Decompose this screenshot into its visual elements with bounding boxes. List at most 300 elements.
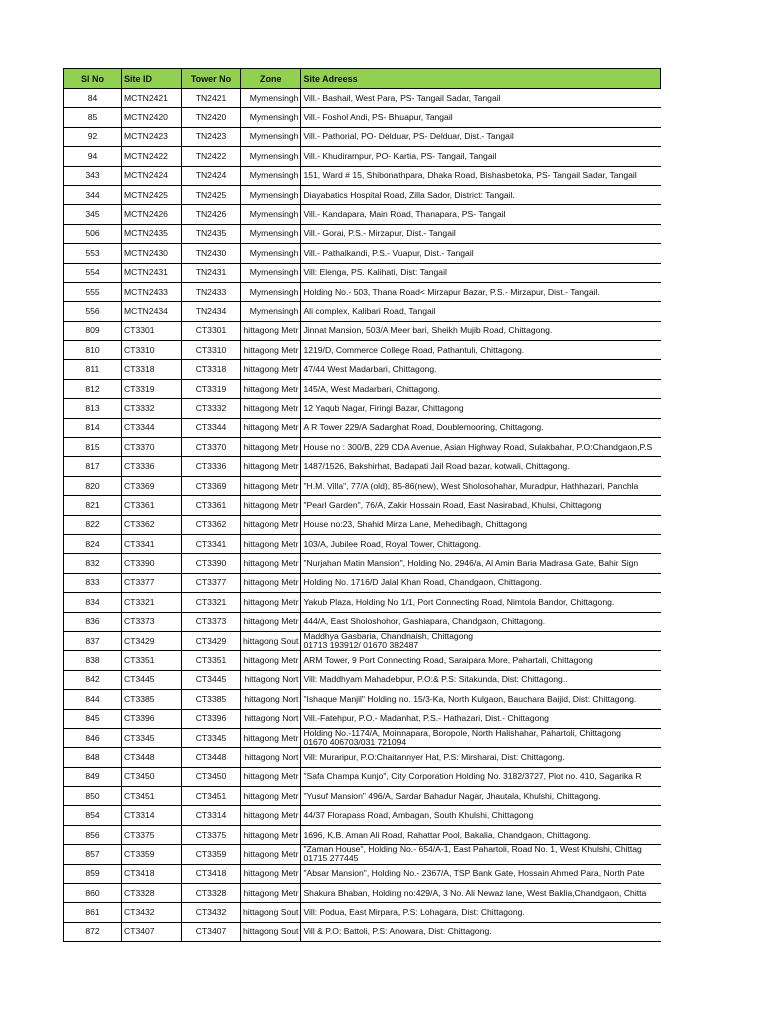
cell-site-address[interactable] <box>301 767 661 786</box>
cell-sl-no[interactable]: 809 <box>64 321 122 340</box>
table-row <box>64 438 661 457</box>
cell-site-id[interactable]: CT3429 <box>122 631 182 650</box>
table-row <box>64 845 661 864</box>
table-row <box>64 108 661 127</box>
cell-site-address[interactable] <box>301 554 661 573</box>
cell-sl-no[interactable]: 834 <box>64 593 122 612</box>
cell-site-id[interactable]: CT3321 <box>122 593 182 612</box>
cell-site-id[interactable]: CT3314 <box>122 806 182 825</box>
cell-tower-no[interactable]: CT3373 <box>182 612 241 631</box>
cell-tower-no[interactable]: TN2425 <box>182 185 241 204</box>
cell-zone[interactable] <box>241 845 301 864</box>
address-line: "Yusuf Mansion" 496/A, Sardar Bahadur Nagar, Jhautala, Khulshi, Chittagong. <box>303 790 601 801</box>
cell-site-address[interactable] <box>301 631 661 650</box>
cell-sl-no[interactable]: 84 <box>64 89 122 108</box>
cell-site-address[interactable] <box>301 263 661 282</box>
cell-zone-text: hittagong Metr <box>243 480 299 491</box>
cell-site-address[interactable] <box>301 127 661 146</box>
cell-sl-no[interactable]: 556 <box>64 302 122 321</box>
address-line: Vill.- Bashail, West Para, PS- Tangail Sadar, Tangail <box>303 92 501 103</box>
cell-tower-no[interactable]: CT3385 <box>182 690 241 709</box>
cell-sl-no[interactable]: 506 <box>64 224 122 243</box>
cell-tower-no[interactable]: TN2424 <box>182 166 241 185</box>
cell-zone-text: hittagong Metr <box>243 810 299 821</box>
cell-tower-no[interactable]: CT3429 <box>182 631 241 650</box>
cell-zone[interactable] <box>241 244 301 263</box>
table-row <box>64 534 661 553</box>
cell-sl-no[interactable]: 821 <box>64 496 122 515</box>
cell-tower-no[interactable]: TN2434 <box>182 302 241 321</box>
cell-tower-no[interactable]: CT3407 <box>182 922 241 941</box>
table-row <box>64 341 661 360</box>
cell-sl-no[interactable]: 846 <box>64 728 122 747</box>
cell-tower-no[interactable]: CT3328 <box>182 884 241 903</box>
cell-sl-no[interactable]: 849 <box>64 767 122 786</box>
cell-site-address[interactable] <box>301 864 661 883</box>
cell-site-address[interactable] <box>301 787 661 806</box>
cell-site-address[interactable] <box>301 845 661 864</box>
address-line: Vill.- Foshol Andi, PS- Bhuapur, Tangail <box>303 112 453 123</box>
cell-site-address[interactable] <box>301 244 661 263</box>
address-line: "Ishaque Manjil" Holding no. 15/3-Ka, North Kulgaon, Bauchara Baijid, Dist: Chittagong. <box>303 693 637 704</box>
cell-zone[interactable] <box>241 302 301 321</box>
cell-site-id[interactable]: CT3377 <box>122 573 182 592</box>
cell-tower-no[interactable]: TN2426 <box>182 205 241 224</box>
cell-zone[interactable] <box>241 670 301 689</box>
table-row <box>64 244 661 263</box>
cell-site-id[interactable]: CT3375 <box>122 825 182 844</box>
address-line: Vill & P.O: Battoli, P.S: Anowara, Dist: Chittagong. <box>303 926 492 937</box>
cell-site-address[interactable] <box>301 224 661 243</box>
cell-site-address[interactable] <box>301 302 661 321</box>
cell-site-address[interactable] <box>301 515 661 534</box>
cell-site-address[interactable] <box>301 709 661 728</box>
table-row <box>64 612 661 631</box>
table-row <box>64 147 661 166</box>
cell-sl-no[interactable]: 814 <box>64 418 122 437</box>
cell-tower-no[interactable]: CT3361 <box>182 496 241 515</box>
cell-site-address[interactable] <box>301 903 661 922</box>
cell-sl-no[interactable]: 85 <box>64 108 122 127</box>
table-row <box>64 496 661 515</box>
cell-tower-no[interactable]: TN2430 <box>182 244 241 263</box>
cell-zone[interactable] <box>241 89 301 108</box>
table-row <box>64 864 661 883</box>
cell-zone[interactable] <box>241 825 301 844</box>
cell-site-address[interactable] <box>301 825 661 844</box>
cell-tower-no[interactable]: CT3319 <box>182 379 241 398</box>
cell-site-id[interactable]: MCTN2421 <box>122 89 182 108</box>
cell-tower-no[interactable]: CT3445 <box>182 670 241 689</box>
cell-sl-no[interactable]: 845 <box>64 709 122 728</box>
cell-site-id[interactable]: CT3448 <box>122 748 182 767</box>
cell-zone[interactable] <box>241 147 301 166</box>
header-site-id[interactable]: Site ID <box>122 69 182 89</box>
cell-zone[interactable] <box>241 496 301 515</box>
table-row <box>64 89 661 108</box>
cell-sl-no[interactable]: 555 <box>64 282 122 301</box>
cell-tower-no[interactable]: TN2420 <box>182 108 241 127</box>
address-line: 1487/1526, Bakshirhat, Badapati Jail Road bazar, kotwali, Chittagong. <box>303 461 570 472</box>
cell-zone[interactable] <box>241 418 301 437</box>
cell-zone[interactable] <box>241 534 301 553</box>
cell-sl-no[interactable]: 848 <box>64 748 122 767</box>
cell-sl-no[interactable]: 872 <box>64 922 122 941</box>
cell-sl-no[interactable]: 850 <box>64 787 122 806</box>
cell-site-address[interactable] <box>301 418 661 437</box>
cell-site-id[interactable]: CT3351 <box>122 651 182 670</box>
cell-tower-no[interactable]: CT3318 <box>182 360 241 379</box>
address-line: House no : 300/B, 229 CDA Avenue, Asian Highway Road, Sulakbahar, P.O:Chandgaon,P.S <box>303 441 653 452</box>
cell-sl-no[interactable]: 824 <box>64 534 122 553</box>
address-line: 444/A, East Sholoshohor, Gashiapara, Chandgaon, Chittagong. <box>303 616 546 627</box>
cell-tower-no[interactable]: CT3432 <box>182 903 241 922</box>
cell-zone-text: hittagong Metr <box>243 655 299 666</box>
cell-zone[interactable] <box>241 612 301 631</box>
table-row <box>64 593 661 612</box>
header-tower-no[interactable]: Tower No <box>182 69 241 89</box>
cell-site-address[interactable] <box>301 166 661 185</box>
cell-tower-no[interactable]: CT3321 <box>182 593 241 612</box>
address-line: Vill: Elenga, PS. Kalihati, Dist: Tangail <box>303 267 447 278</box>
cell-sl-no[interactable]: 859 <box>64 864 122 883</box>
cell-site-id[interactable]: CT3336 <box>122 457 182 476</box>
cell-tower-no[interactable]: CT3345 <box>182 728 241 747</box>
table-row <box>64 282 661 301</box>
cell-site-id[interactable]: CT3445 <box>122 670 182 689</box>
address-phone-line: 01670 406703/031 721094 <box>303 737 407 748</box>
address-line: Yakub Plaza, Holding No 1/1, Port Connecting Road, Nimtola Bandor, Chittagong. <box>303 596 615 607</box>
cell-site-id[interactable]: MCTN2423 <box>122 127 182 146</box>
cell-site-address[interactable] <box>301 573 661 592</box>
cell-sl-no[interactable]: 345 <box>64 205 122 224</box>
cell-site-address[interactable] <box>301 670 661 689</box>
cell-sl-no[interactable]: 553 <box>64 244 122 263</box>
cell-zone[interactable] <box>241 438 301 457</box>
cell-tower-no[interactable]: CT3375 <box>182 825 241 844</box>
cell-zone[interactable] <box>241 573 301 592</box>
cell-site-address[interactable] <box>301 282 661 301</box>
cell-tower-no[interactable]: CT3377 <box>182 573 241 592</box>
cell-site-address[interactable] <box>301 399 661 418</box>
cell-site-id[interactable]: CT3432 <box>122 903 182 922</box>
cell-tower-no[interactable]: CT3450 <box>182 767 241 786</box>
cell-sl-no[interactable]: 812 <box>64 379 122 398</box>
cell-site-address[interactable] <box>301 806 661 825</box>
cell-zone[interactable] <box>241 728 301 747</box>
cell-site-address[interactable] <box>301 612 661 631</box>
cell-tower-no[interactable]: TN2433 <box>182 282 241 301</box>
cell-site-id[interactable]: MCTN2430 <box>122 244 182 263</box>
cell-zone[interactable] <box>241 922 301 941</box>
cell-site-id[interactable]: CT3328 <box>122 884 182 903</box>
cell-site-address[interactable] <box>301 147 661 166</box>
address-phone-line: 01715 277445 <box>303 853 359 864</box>
cell-site-address[interactable] <box>301 593 661 612</box>
cell-zone[interactable] <box>241 903 301 922</box>
cell-tower-no[interactable]: CT3370 <box>182 438 241 457</box>
cell-site-id[interactable]: CT3385 <box>122 690 182 709</box>
cell-zone[interactable] <box>241 379 301 398</box>
address-line: Vill.- Khudirampur, PO- Kartia, PS- Tangail, Tangail <box>303 150 497 161</box>
address-line: 145/A, West Madarbari, Chittagong. <box>303 383 440 394</box>
cell-zone-text: hittagong Metr <box>243 402 299 413</box>
header-sl-no[interactable]: Sl No <box>64 69 122 89</box>
cell-site-id[interactable]: CT3310 <box>122 341 182 360</box>
cell-zone[interactable] <box>241 884 301 903</box>
cell-sl-no[interactable]: 837 <box>64 631 122 650</box>
address-line: Vill: Podua, East Mirpara, P.S: Lohagara, Dist: Chittagong. <box>303 907 525 918</box>
cell-tower-no[interactable]: CT3362 <box>182 515 241 534</box>
cell-tower-no[interactable]: CT3301 <box>182 321 241 340</box>
table-row <box>64 922 661 941</box>
cell-site-address[interactable] <box>301 884 661 903</box>
cell-tower-no[interactable]: CT3451 <box>182 787 241 806</box>
cell-zone[interactable] <box>241 631 301 650</box>
cell-sl-no[interactable]: 861 <box>64 903 122 922</box>
table-row <box>64 476 661 495</box>
cell-site-id[interactable]: CT3319 <box>122 379 182 398</box>
cell-zone-text: Mymensingh <box>249 189 299 200</box>
table-row <box>64 670 661 689</box>
cell-site-id[interactable]: CT3396 <box>122 709 182 728</box>
cell-sl-no[interactable]: 822 <box>64 515 122 534</box>
cell-site-id[interactable]: CT3301 <box>122 321 182 340</box>
cell-tower-no[interactable]: TN2421 <box>182 89 241 108</box>
cell-zone[interactable] <box>241 748 301 767</box>
cell-tower-no[interactable]: CT3336 <box>182 457 241 476</box>
cell-sl-no[interactable]: 832 <box>64 554 122 573</box>
address-line: Holding No.-1174/A, Moinnapara, Boropole, North Halishahar, Pahartoli, Chittagong <box>303 728 621 739</box>
cell-site-address[interactable] <box>301 341 661 360</box>
cell-sl-no[interactable]: 857 <box>64 845 122 864</box>
cell-zone[interactable] <box>241 166 301 185</box>
cell-site-id[interactable]: CT3451 <box>122 787 182 806</box>
cell-tower-no[interactable]: TN2431 <box>182 263 241 282</box>
cell-site-id[interactable]: CT3359 <box>122 845 182 864</box>
cell-site-address[interactable] <box>301 185 661 204</box>
address-line: Ali complex, Kalibari Road, Tangail <box>303 305 436 316</box>
cell-site-id[interactable]: MCTN2425 <box>122 185 182 204</box>
cell-tower-no[interactable]: CT3351 <box>182 651 241 670</box>
cell-sl-no[interactable]: 813 <box>64 399 122 418</box>
cell-site-id[interactable]: MCTN2420 <box>122 108 182 127</box>
cell-site-id[interactable]: MCTN2435 <box>122 224 182 243</box>
cell-zone-text: Mymensingh <box>249 247 299 258</box>
cell-zone-text: Mymensingh <box>249 112 299 123</box>
cell-sl-no[interactable]: 833 <box>64 573 122 592</box>
cell-zone[interactable] <box>241 651 301 670</box>
table-row <box>64 631 661 650</box>
header-zone[interactable]: Zone <box>241 69 301 89</box>
cell-sl-no[interactable]: 836 <box>64 612 122 631</box>
cell-sl-no[interactable]: 844 <box>64 690 122 709</box>
cell-sl-no[interactable]: 815 <box>64 438 122 457</box>
cell-tower-no[interactable]: TN2423 <box>182 127 241 146</box>
cell-tower-no[interactable]: CT3359 <box>182 845 241 864</box>
header-row <box>64 69 661 89</box>
cell-sl-no[interactable]: 811 <box>64 360 122 379</box>
address-line: Shakura Bhaban, Holding no:429/A, 3 No. Ali Newaz lane, West Baklia,Chandgaon, Chitta <box>303 887 647 898</box>
cell-site-id[interactable]: MCTN2426 <box>122 205 182 224</box>
cell-site-address[interactable] <box>301 690 661 709</box>
cell-zone[interactable] <box>241 360 301 379</box>
cell-sl-no[interactable]: 856 <box>64 825 122 844</box>
cell-zone[interactable] <box>241 321 301 340</box>
cell-tower-no[interactable]: CT3310 <box>182 341 241 360</box>
cell-site-id[interactable]: CT3450 <box>122 767 182 786</box>
table-row <box>64 787 661 806</box>
cell-site-id[interactable]: CT3373 <box>122 612 182 631</box>
cell-zone[interactable] <box>241 282 301 301</box>
cell-site-id[interactable]: MCTN2431 <box>122 263 182 282</box>
cell-site-id[interactable]: CT3390 <box>122 554 182 573</box>
cell-site-address[interactable] <box>301 534 661 553</box>
cell-tower-no[interactable]: TN2435 <box>182 224 241 243</box>
cell-site-address[interactable] <box>301 476 661 495</box>
cell-tower-no[interactable]: CT3448 <box>182 748 241 767</box>
address-line: Vill.- Kandapara, Main Road, Thanapara, PS- Tangail <box>303 209 506 220</box>
cell-sl-no[interactable]: 854 <box>64 806 122 825</box>
cell-zone[interactable] <box>241 341 301 360</box>
cell-tower-no[interactable]: CT3332 <box>182 399 241 418</box>
address-line: Vill: Muraripur, P.O:Chaitannyer Hat, P.S: Mirsharai, Dist: Chittagong. <box>303 751 565 762</box>
cell-site-address[interactable] <box>301 379 661 398</box>
table-row <box>64 224 661 243</box>
cell-site-id[interactable]: CT3345 <box>122 728 182 747</box>
cell-sl-no[interactable]: 860 <box>64 884 122 903</box>
cell-sl-no[interactable]: 94 <box>64 147 122 166</box>
header-site-address[interactable]: Site Adreess <box>301 69 661 89</box>
cell-tower-no[interactable]: TN2422 <box>182 147 241 166</box>
cell-zone[interactable] <box>241 263 301 282</box>
cell-site-address[interactable] <box>301 457 661 476</box>
cell-tower-no[interactable]: CT3418 <box>182 864 241 883</box>
table-row <box>64 554 661 573</box>
cell-site-id[interactable]: MCTN2434 <box>122 302 182 321</box>
cell-tower-no[interactable]: CT3396 <box>182 709 241 728</box>
cell-sl-no[interactable]: 810 <box>64 341 122 360</box>
cell-site-id[interactable]: CT3362 <box>122 515 182 534</box>
cell-sl-no[interactable]: 817 <box>64 457 122 476</box>
cell-tower-no[interactable]: CT3390 <box>182 554 241 573</box>
cell-zone[interactable] <box>241 127 301 146</box>
cell-site-id[interactable]: CT3361 <box>122 496 182 515</box>
table-row <box>64 728 661 747</box>
cell-zone[interactable] <box>241 690 301 709</box>
table-row <box>64 515 661 534</box>
cell-site-id[interactable]: MCTN2424 <box>122 166 182 185</box>
cell-zone[interactable] <box>241 709 301 728</box>
cell-sl-no[interactable]: 554 <box>64 263 122 282</box>
address-line: Vill.- Pathorial, PO- Delduar, PS- Delduar, Dist.- Tangail <box>303 131 514 142</box>
address-line: A R Tower 229/A Sadarghat Road, Doublemooring, Chittagong. <box>303 422 544 433</box>
cell-zone-text: hittagong Metr <box>243 364 299 375</box>
cell-zone[interactable] <box>241 108 301 127</box>
cell-site-id[interactable]: CT3332 <box>122 399 182 418</box>
cell-tower-no[interactable]: CT3314 <box>182 806 241 825</box>
table-row <box>64 457 661 476</box>
address-line: 151, Ward # 15, Shibonathpara, Dhaka Road, Bishasbetoka, PS- Tangail Sadar, Tangail <box>303 170 637 181</box>
cell-site-address[interactable] <box>301 321 661 340</box>
cell-site-id[interactable]: CT3344 <box>122 418 182 437</box>
cell-site-id[interactable]: CT3318 <box>122 360 182 379</box>
address-line: "Safa Champa Kunjo", City Corporation Holding No. 3182/3727, Plot no. 410, Sagarika R <box>303 771 642 782</box>
cell-sl-no[interactable]: 838 <box>64 651 122 670</box>
cell-site-address[interactable] <box>301 89 661 108</box>
cell-sl-no[interactable]: 92 <box>64 127 122 146</box>
cell-sl-no[interactable]: 842 <box>64 670 122 689</box>
cell-zone[interactable] <box>241 399 301 418</box>
cell-zone[interactable] <box>241 787 301 806</box>
cell-zone-text: hittagong Metr <box>243 596 299 607</box>
address-line: 12 Yaqub Nagar, Firingi Bazar, Chittagong <box>303 402 464 413</box>
cell-site-address[interactable] <box>301 922 661 941</box>
cell-zone-text: hittagong Metr <box>243 344 299 355</box>
address-line: "Absar Mansion", Holding No.- 2367/A, TSP Bank Gate, Hossain Ahmed Para, North Pate <box>303 868 645 879</box>
cell-zone-text: hittagong Metr <box>243 887 299 898</box>
cell-zone[interactable] <box>241 224 301 243</box>
address-line: 1696, K.B. Aman Ali Road, Rahattar Pool, Bakalia, Chandgaon, Chittagong. <box>303 829 591 840</box>
table-row <box>64 360 661 379</box>
cell-site-id[interactable]: CT3370 <box>122 438 182 457</box>
cell-zone[interactable] <box>241 806 301 825</box>
site-table <box>63 68 661 942</box>
cell-zone[interactable] <box>241 593 301 612</box>
cell-zone[interactable] <box>241 457 301 476</box>
address-line: "Zaman House", Holding No.- 654/A-1, East Pahartoli, Road No. 1, West Khulshi, Chittag <box>303 844 642 855</box>
cell-zone-text: Mymensingh <box>249 150 299 161</box>
cell-site-id[interactable]: CT3407 <box>122 922 182 941</box>
cell-site-address[interactable] <box>301 748 661 767</box>
cell-zone[interactable] <box>241 476 301 495</box>
cell-zone[interactable] <box>241 185 301 204</box>
address-line: Vill.- Pathalkandi, P.S.- Vuapur, Dist.- Tangail <box>303 247 474 258</box>
cell-sl-no[interactable]: 344 <box>64 185 122 204</box>
cell-zone-text: hittagong Metr <box>243 868 299 879</box>
cell-zone[interactable] <box>241 864 301 883</box>
cell-site-id[interactable]: MCTN2422 <box>122 147 182 166</box>
cell-site-id[interactable]: MCTN2433 <box>122 282 182 301</box>
cell-tower-no[interactable]: CT3344 <box>182 418 241 437</box>
cell-zone-text: hittagong Metr <box>243 499 299 510</box>
cell-zone-text: Mymensingh <box>249 170 299 181</box>
cell-site-id[interactable]: CT3341 <box>122 534 182 553</box>
cell-site-id[interactable]: CT3369 <box>122 476 182 495</box>
cell-tower-no[interactable]: CT3369 <box>182 476 241 495</box>
cell-site-address[interactable] <box>301 108 661 127</box>
cell-tower-no[interactable]: CT3341 <box>182 534 241 553</box>
cell-site-address[interactable] <box>301 438 661 457</box>
cell-site-address[interactable] <box>301 360 661 379</box>
cell-zone[interactable] <box>241 515 301 534</box>
table-row <box>64 185 661 204</box>
cell-zone[interactable] <box>241 767 301 786</box>
cell-zone[interactable] <box>241 554 301 573</box>
cell-sl-no[interactable]: 343 <box>64 166 122 185</box>
cell-sl-no[interactable]: 820 <box>64 476 122 495</box>
cell-site-address[interactable] <box>301 651 661 670</box>
cell-site-address[interactable] <box>301 496 661 515</box>
address-line: Vill: Maddhyam Mahadebpur, P.O:& P.S: Sitakunda, Dist: Chittagong.. <box>303 674 568 685</box>
cell-site-address[interactable] <box>301 728 661 747</box>
cell-zone-text: hittagong Metr <box>243 538 299 549</box>
table-row <box>64 127 661 146</box>
cell-site-address[interactable] <box>301 205 661 224</box>
cell-site-id[interactable]: CT3418 <box>122 864 182 883</box>
cell-zone[interactable] <box>241 205 301 224</box>
address-line: ARM Tower, 9 Port Connecting Road, Saraipara More, Pahartali, Chittagong <box>303 655 593 666</box>
